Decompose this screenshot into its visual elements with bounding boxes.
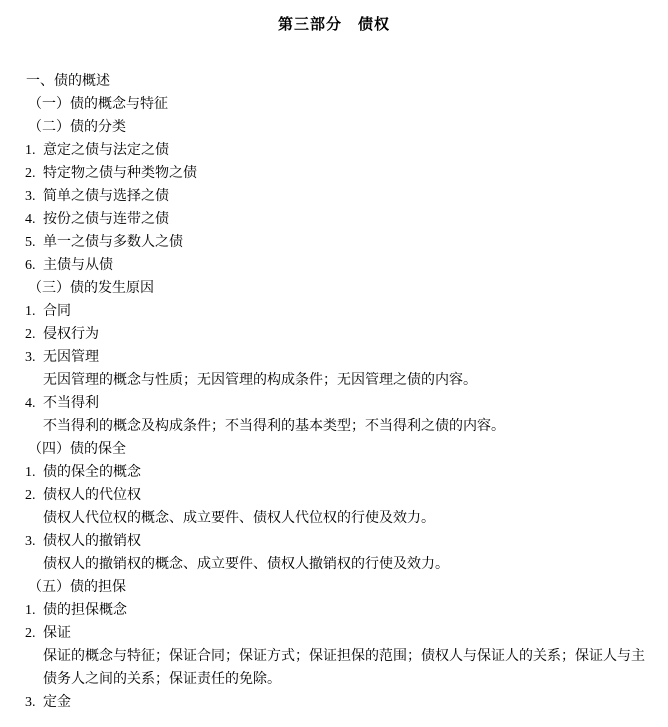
item-number: 2. <box>25 488 36 503</box>
document <box>0 14 668 727</box>
outline-detail <box>0 507 668 530</box>
line-text: 债权人的撤销权的概念、成立要件、债权人撤销权的行使及效力。 <box>43 557 449 572</box>
outline-item <box>0 162 668 185</box>
line-text: 债权人代位权的概念、成立要件、债权人代位权的行使及效力。 <box>43 511 435 526</box>
outline-subsection <box>0 438 668 461</box>
line-text: 定金 <box>43 695 71 710</box>
outline-item <box>0 346 668 369</box>
outline-subsection <box>0 116 668 139</box>
line-text: 无因管理 <box>43 350 99 365</box>
outline-item <box>0 599 668 622</box>
outline-item <box>0 484 668 507</box>
item-number: 6. <box>25 258 36 273</box>
outline-item <box>0 300 668 323</box>
outline-subsection <box>0 576 668 599</box>
item-number: 1. <box>25 143 36 158</box>
page <box>0 14 668 727</box>
outline-item <box>0 185 668 208</box>
item-number: 3. <box>25 534 36 549</box>
document-body <box>0 70 668 714</box>
line-text: 保证 <box>43 626 71 641</box>
line-text: 债的担保概念 <box>43 603 127 618</box>
line-text: （二）债的分类 <box>28 120 126 135</box>
outline-subsection <box>0 277 668 300</box>
item-number: 4. <box>25 396 36 411</box>
outline-item <box>0 231 668 254</box>
item-number: 2. <box>25 166 36 181</box>
line-text: 不当得利的概念及构成条件；不当得利的基本类型；不当得利之债的内容。 <box>43 419 505 434</box>
outline-item <box>0 254 668 277</box>
item-number: 1. <box>25 603 36 618</box>
outline-detail <box>0 415 668 438</box>
line-text: 无因管理的概念与性质；无因管理的构成条件；无因管理之债的内容。 <box>43 373 477 388</box>
line-text: 债的保全的概念 <box>43 465 141 480</box>
outline-detail <box>0 369 668 392</box>
outline-item <box>0 530 668 553</box>
line-text: 简单之债与选择之债 <box>43 189 169 204</box>
item-number: 4. <box>25 212 36 227</box>
outline-section <box>0 70 668 93</box>
outline-item <box>0 691 668 714</box>
line-text: 主债与从债 <box>43 258 113 273</box>
line-text: 债权人的代位权 <box>43 488 141 503</box>
line-text: 按份之债与连带之债 <box>43 212 169 227</box>
item-number: 2. <box>25 626 36 641</box>
line-text: 合同 <box>43 304 71 319</box>
item-number: 1. <box>25 465 36 480</box>
line-text: 债权人的撤销权 <box>43 534 141 549</box>
line-text: 侵权行为 <box>43 327 99 342</box>
outline-detail <box>0 553 668 576</box>
item-number: 3. <box>25 695 36 710</box>
line-text: 特定物之债与种类物之债 <box>43 166 197 181</box>
outline-item <box>0 461 668 484</box>
item-number: 1. <box>25 304 36 319</box>
outline-item <box>0 323 668 346</box>
outline-item <box>0 139 668 162</box>
line-text: （五）债的担保 <box>28 580 126 595</box>
line-text: （四）债的保全 <box>28 442 126 457</box>
outline-item <box>0 392 668 415</box>
outline-subsection <box>0 93 668 116</box>
item-number: 3. <box>25 189 36 204</box>
line-text: 意定之债与法定之债 <box>43 143 169 158</box>
document-title: 第三部分 债权 <box>277 17 390 33</box>
line-text: 单一之债与多数人之债 <box>43 235 183 250</box>
outline-item <box>0 208 668 231</box>
line-text: （一）债的概念与特征 <box>28 97 168 112</box>
item-number: 3. <box>25 350 36 365</box>
line-text: （三）债的发生原因 <box>28 281 154 296</box>
line-text: 债务人之间的关系；保证责任的免除。 <box>43 672 281 687</box>
item-number: 2. <box>25 327 36 342</box>
item-number: 5. <box>25 235 36 250</box>
line-text: 一、债的概述 <box>26 74 110 89</box>
outline-detail <box>0 645 668 668</box>
outline-detail <box>0 668 668 691</box>
line-text: 保证的概念与特征；保证合同；保证方式；保证担保的范围；债权人与保证人的关系；保证人与主 <box>43 649 645 664</box>
line-text: 不当得利 <box>43 396 99 411</box>
outline-item <box>0 622 668 645</box>
